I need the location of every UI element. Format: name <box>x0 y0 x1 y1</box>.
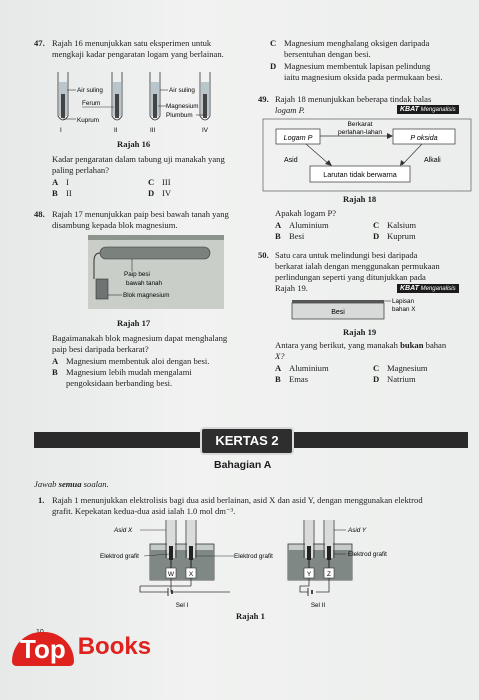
label-ferum: Ferum <box>82 100 101 107</box>
topbooks-logo <box>12 632 151 666</box>
question-text: grafit. Kepekatan kedua-dua asid ialah 1.0 mol dm⁻³. <box>52 506 236 516</box>
label-asid-x: Asid X <box>114 527 133 534</box>
electrode-z: Z <box>327 571 331 578</box>
label-asid-y: Asid Y <box>348 527 367 534</box>
question-text: mengkaji kadar pengaratan logam yang berlainan. <box>52 49 224 59</box>
option-b[interactable]: B Magnesium lebih mudah mengalami <box>52 367 192 377</box>
question-number: 47. <box>34 38 45 48</box>
option-a[interactable]: A Aluminium <box>275 363 329 373</box>
figure-protective-layer <box>290 295 440 323</box>
question-text: paling perlahan? <box>52 165 110 175</box>
label-electrode: Elektrod grafit <box>100 553 139 560</box>
question-text: disambung kepada blok magnesium. <box>52 220 178 230</box>
question-number: 48. <box>34 209 45 219</box>
tube-label: III <box>150 127 156 134</box>
figure-caption: Rajah 18 <box>343 194 377 204</box>
question-text: Satu cara untuk melindungi besi daripada <box>275 250 418 260</box>
label-lapisan: bahan X <box>392 306 416 313</box>
figure-caption: Rajah 1 <box>236 611 265 621</box>
cell-label: Sel II <box>310 602 326 609</box>
figure-reaction-diagram <box>262 118 472 192</box>
option-a[interactable]: A Magnesium membentuk aloi dengan besi. <box>52 356 210 366</box>
question-text: paip besi daripada berkarat? <box>52 344 149 354</box>
option-d[interactable]: D Natrium <box>373 374 416 384</box>
section-subtitle: Bahagian A <box>214 459 272 471</box>
option-c-cont: bersentuhan dengan besi. <box>284 49 371 59</box>
label-alkali: Alkali <box>424 157 441 164</box>
option-c[interactable]: C III <box>148 177 171 187</box>
label-air-suling: Air suling <box>77 87 103 94</box>
kbat-badge: KBAT Menganalisis <box>397 284 459 293</box>
option-d[interactable]: D Magnesium membentuk lapisan pelindung <box>270 61 431 71</box>
label-pipe: bawah tanah <box>126 280 163 287</box>
tube-label: I <box>60 127 62 134</box>
question-text: Bagaimanakah blok magnesium dapat menghalang <box>52 333 228 343</box>
question-text: X? <box>275 351 285 361</box>
figure-caption: Rajah 16 <box>117 139 151 149</box>
box-p-oksida: P oksida <box>410 133 438 142</box>
question-text: Kadar pengaratan dalam tabung uji manakah yang <box>52 154 225 164</box>
option-d[interactable]: D IV <box>148 188 172 198</box>
question-text: Rajah 19. <box>275 283 308 293</box>
label-lapisan: Lapisan <box>392 298 415 305</box>
option-c[interactable]: C Kalsium <box>373 220 417 230</box>
option-a[interactable]: A I <box>52 177 69 187</box>
question-text: logam P. <box>275 105 305 115</box>
option-b[interactable]: B Emas <box>275 374 309 384</box>
electrode-x: X <box>188 571 194 578</box>
question-text: Rajah 18 menunjukkan beberapa tindak balas <box>275 94 432 104</box>
question-text: Rajah 16 menunjukkan satu eksperimen untuk <box>52 38 212 48</box>
question-number: 49. <box>258 94 269 104</box>
question-text: Apakah logam P? <box>275 208 337 218</box>
label-asid: Asid <box>284 157 298 164</box>
logo-books: Books <box>77 633 152 660</box>
figure-test-tubes <box>50 64 240 136</box>
tube-label: IV <box>202 127 208 134</box>
question-number: 1. <box>38 495 45 505</box>
option-d[interactable]: D Kuprum <box>373 231 416 241</box>
logo-top: Top <box>12 632 74 666</box>
option-b-cont: pengoksidaan berbanding besi. <box>66 378 173 388</box>
label-plumbum: Plumbum <box>166 112 193 119</box>
question-text: perlindungan seperti yang ditunjukkan pada <box>275 272 426 282</box>
box-logam-p: Logam P <box>283 133 313 142</box>
arrow-label: Berkarat <box>347 121 373 128</box>
section-title: KERTAS 2 <box>200 427 294 455</box>
label-besi: Besi <box>331 309 345 316</box>
label-magnesium: Magnesium <box>166 103 199 110</box>
option-b[interactable]: B Besi <box>275 231 305 241</box>
question-number: 50. <box>258 250 269 260</box>
instruction: Jawab semua soalan. <box>34 479 109 489</box>
label-air-suling: Air suling <box>169 87 195 94</box>
question-text: Antara yang berikut, yang manakah bukan bahan <box>275 340 447 350</box>
arrow-label: perlahan-lahan <box>338 129 382 136</box>
option-c[interactable]: C Magnesium <box>373 363 428 373</box>
figure-underground-pipe <box>86 233 226 313</box>
label-kuprum: Kuprum <box>77 117 100 124</box>
question-text: berkarat ialah dengan menggunakan permukaan <box>275 261 440 271</box>
question-text: Rajah 1 menunjukkan elektrolisis bagi dua asid berlainan, asid X dan asid Y, dengan menggunakan elektrod <box>52 495 423 505</box>
label-electrode: Elektrod grafit <box>234 553 273 560</box>
option-c[interactable]: C Magnesium menghalang oksigen daripada <box>270 38 430 48</box>
question-text: Rajah 17 menunjukkan paip besi bawah tanah yang <box>52 209 229 219</box>
option-d-cont: iaitu magnesium oksida pada permukaan besi. <box>284 72 443 82</box>
label-pipe: Paip besi <box>124 271 150 278</box>
option-b[interactable]: B II <box>52 188 72 198</box>
figure-electrolysis-cells <box>100 516 400 616</box>
electrode-y: Y <box>306 571 312 578</box>
tube-label: II <box>114 127 118 134</box>
box-larutan: Larutan tidak berwarna <box>323 170 397 179</box>
cell-label: Sel I <box>175 602 189 609</box>
label-electrode: Elektrod grafit <box>348 551 387 558</box>
figure-caption: Rajah 19 <box>343 327 377 337</box>
electrode-w: W <box>167 571 175 578</box>
figure-caption: Rajah 17 <box>117 318 151 328</box>
kbat-badge: KBAT Menganalisis <box>397 105 459 114</box>
option-a[interactable]: A Aluminium <box>275 220 329 230</box>
label-magnesium-block: Blok magnesium <box>123 292 170 299</box>
